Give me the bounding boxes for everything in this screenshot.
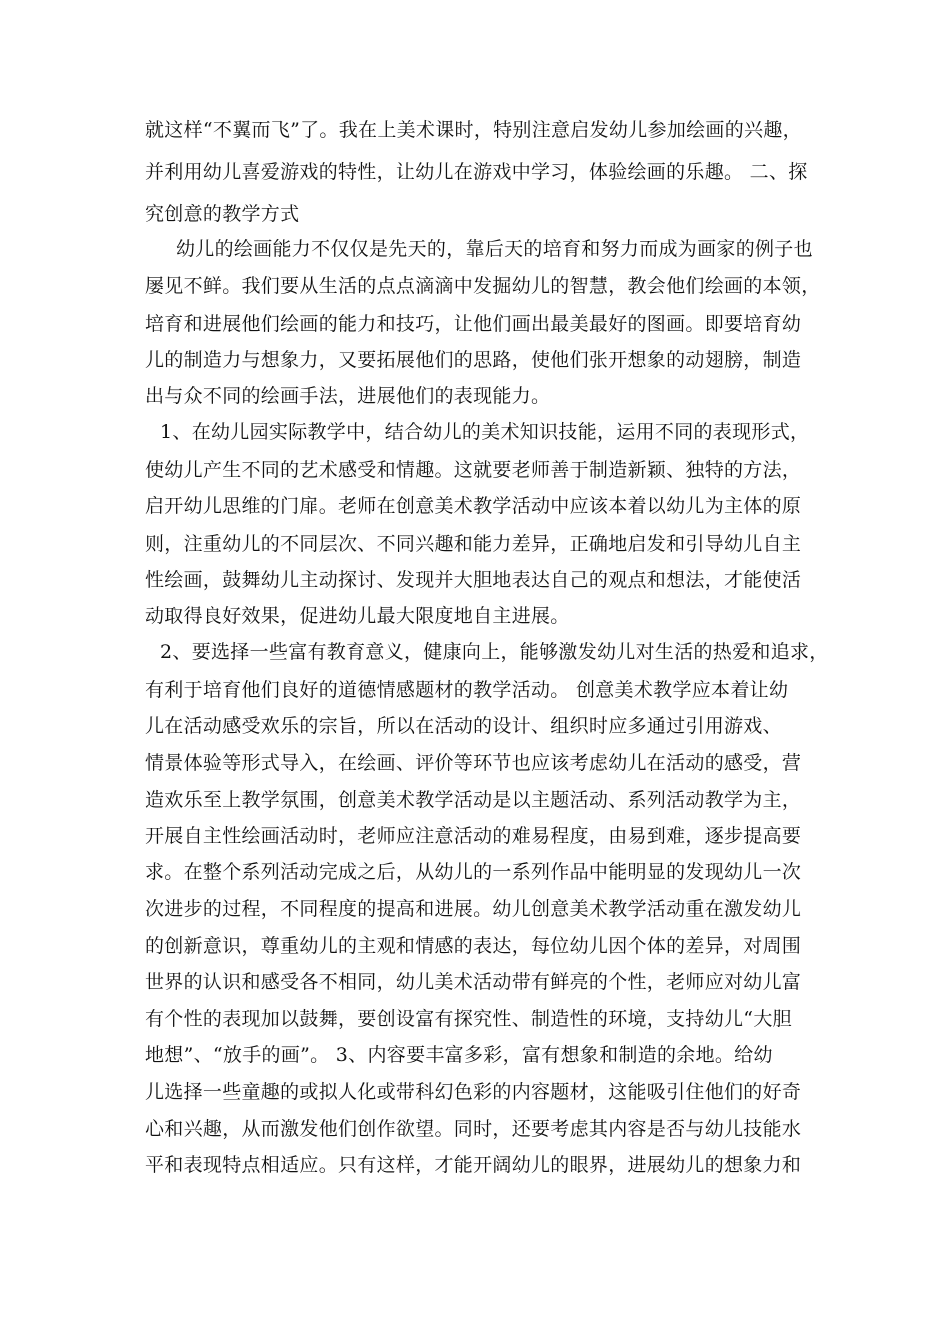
text-line: 情景体验等形式导入，在绘画、评价等环节也应该考虑幼儿在活动的感受，营 <box>145 752 802 774</box>
text-line: 性绘画，鼓舞幼儿主动探讨、发现并大胆地表达自己的观点和想法，才能使活 <box>145 569 802 591</box>
text-line: 1、在幼儿园实际教学中，结合幼儿的美术知识技能，运用不同的表现形式， <box>160 421 810 443</box>
text-line: 造欢乐至上教学氛围，创意美术教学活动是以主题活动、系列活动教学为主， <box>145 789 802 811</box>
text-line: 并利用幼儿喜爱游戏的特性，让幼儿在游戏中学习，体验绘画的乐趣。 二、探 <box>145 161 808 183</box>
text-line: 幼儿的绘画能力不仅仅是先天的，靠后天的培育和努力而成为画家的例子也 <box>176 238 813 260</box>
text-line: 平和表现特点相适应。只有这样，才能开阔幼儿的眼界，进展幼儿的想象力和 <box>145 1154 802 1176</box>
text-line: 培育和进展他们绘画的能力和技巧，让他们画出最美最好的图画。即要培育幼 <box>145 313 802 335</box>
text-line: 动取得良好效果，促进幼儿最大限度地自主进展。 <box>145 605 570 627</box>
text-line: 有利于培育他们良好的道德情感题材的教学活动。 创意美术教学应本着让幼 <box>145 679 789 701</box>
text-line: 儿的制造力与想象力，又要拓展他们的思路，使他们张开想象的动翅膀，制造 <box>145 349 802 371</box>
text-line: 地想”、“放手的画”。 3、内容要丰富多彩，富有想象和制造的余地。给幼 <box>145 1044 773 1066</box>
text-line: 启开幼儿思维的门扉。老师在创意美术教学活动中应该本着以幼儿为主体的原 <box>145 495 802 517</box>
text-line: 2、要选择一些富有教育意义，健康向上，能够激发幼儿对生活的热爱和追求， <box>160 641 829 663</box>
text-line: 则，注重幼儿的不同层次、不同兴趣和能力差异，正确地启发和引导幼儿自主 <box>145 533 802 555</box>
text-line: 开展自主性绘画活动时，老师应注意活动的难易程度，由易到难，逐步提高要 <box>145 825 802 847</box>
text-line: 屡见不鲜。我们要从生活的点点滴滴中发掘幼儿的智慧，教会他们绘画的本领， <box>145 275 821 297</box>
text-line: 究创意的教学方式 <box>145 203 300 225</box>
text-line: 有个性的表现加以鼓舞，要创设富有探究性、制造性的环境，支持幼儿“大胆 <box>145 1008 792 1030</box>
text-line: 世界的认识和感受各不相同，幼儿美术活动带有鲜亮的个性，老师应对幼儿富 <box>145 971 802 993</box>
text-line: 心和兴趣，从而激发他们创作欲望。同时，还要考虑其内容是否与幼儿技能水 <box>145 1118 802 1140</box>
text-line: 的创新意识，尊重幼儿的主观和情感的表达，每位幼儿因个体的差异，对周围 <box>145 935 802 957</box>
text-line: 使幼儿产生不同的艺术感受和情趣。这就要老师善于制造新颖、独特的方法， <box>145 459 802 481</box>
text-line: 就这样“不翼而飞”了。我在上美术课时，特别注意启发幼儿参加绘画的兴趣， <box>145 119 802 141</box>
text-line: 儿在活动感受欢乐的宗旨，所以在活动的设计、组织时应多通过引用游戏、 <box>145 715 782 737</box>
text-line: 求。在整个系列活动完成之后，从幼儿的一系列作品中能明显的发现幼儿一次 <box>145 861 802 883</box>
text-line: 次进步的过程，不同程度的提高和进展。幼儿创意美术教学活动重在激发幼儿 <box>145 898 802 920</box>
text-line: 儿选择一些童趣的或拟人化或带科幻色彩的内容题材，这能吸引住他们的好奇 <box>145 1081 802 1103</box>
text-line: 出与众不同的绘画手法，进展他们的表现能力。 <box>145 385 551 407</box>
